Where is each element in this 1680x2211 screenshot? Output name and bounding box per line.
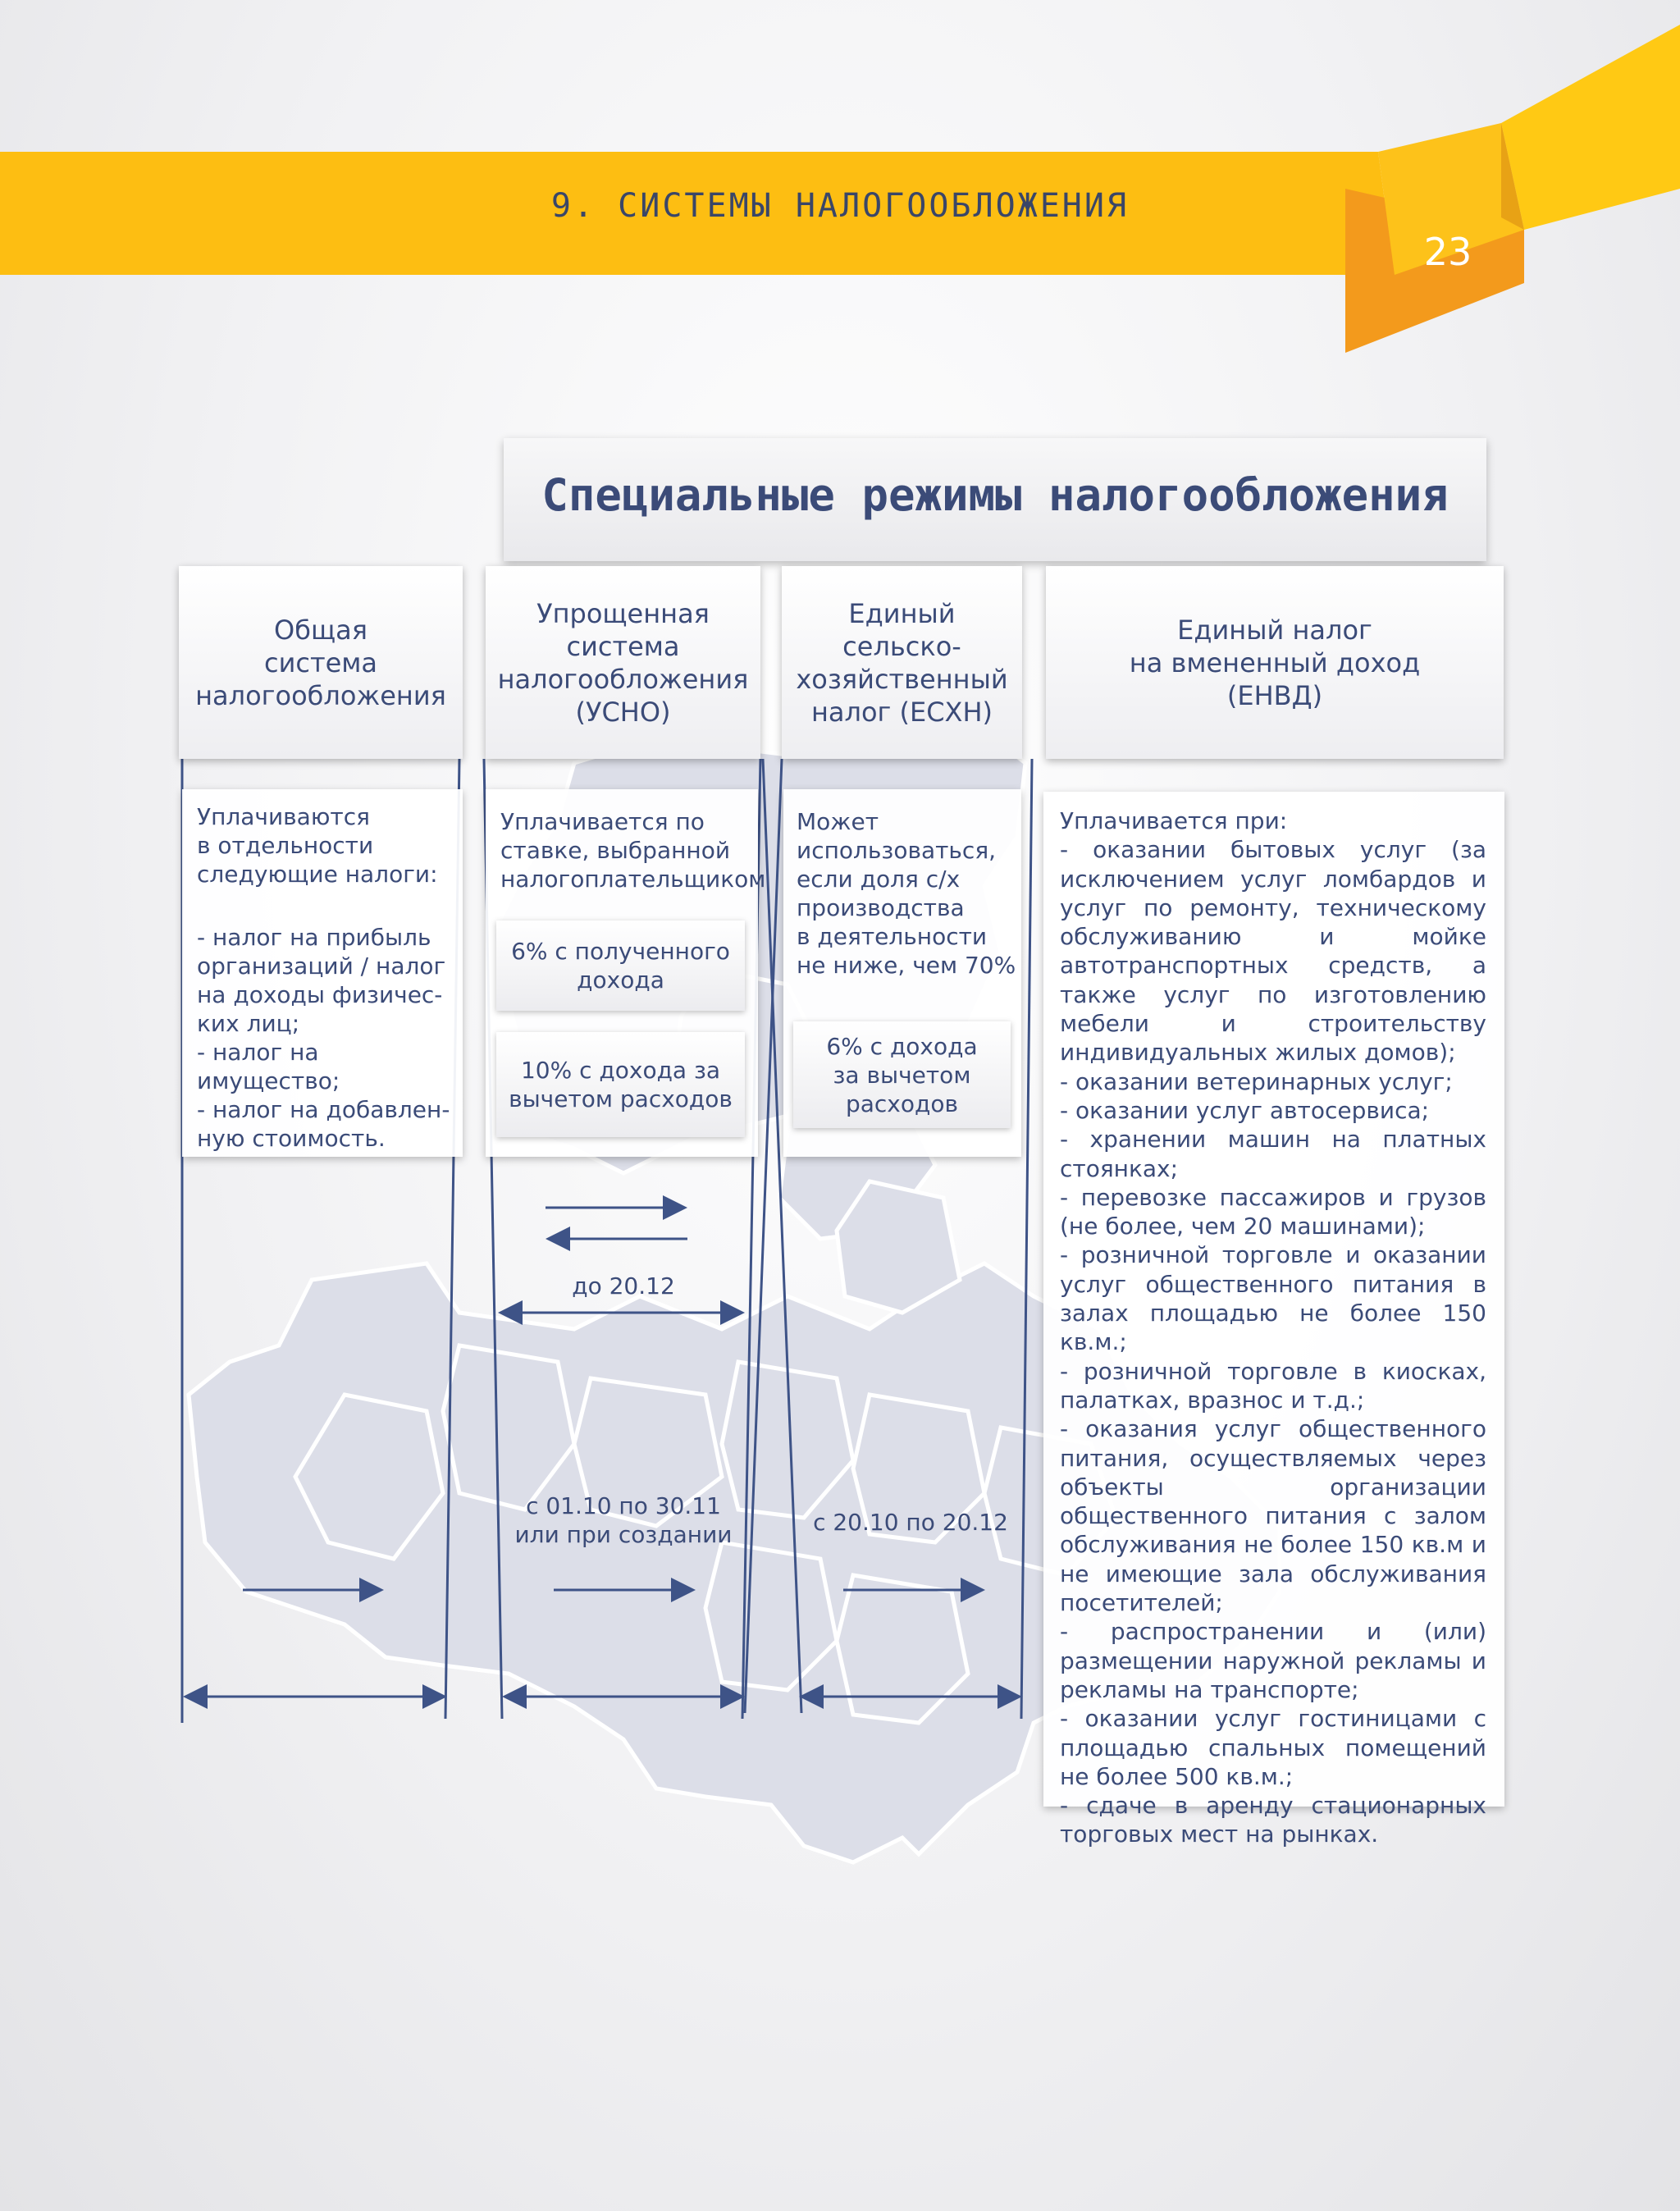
usno-rate-10: 10% с дохода за вычетом расходов: [496, 1032, 745, 1137]
eskhn-header: Единый сельско- хозяйственный налог (ЕСХН): [782, 566, 1022, 759]
osn-body: [182, 789, 463, 1157]
envd-item: - розничной торговле и оказании услуг общественного питания в залах площадью не более 150 кв.м.;: [1060, 1241, 1486, 1356]
envd-item: - оказании услуг гостиницами с площадью спальных помещений не более 500 кв.м.;: [1060, 1705, 1486, 1790]
osn-header: Общая система налогообложения: [179, 566, 463, 759]
section-title: 9. СИСТЕМЫ НАЛОГООБЛОЖЕНИЯ: [550, 187, 1130, 225]
envd-item: - распространении и (или) размещении наружной рекламы и рекламы на транспорте;: [1060, 1618, 1486, 1703]
envd-item: - оказания услуг общественного питания, осуществляемых через объекты организации общественного питания с залом обслуживания не более 150 кв.м и не имеющие зала обслуживания посетителей;: [1060, 1415, 1486, 1617]
envd-item: - оказании услуг автосервиса;: [1060, 1096, 1430, 1124]
osn-intro: Уплачиваются в отдельности следующие налоги:: [197, 803, 438, 888]
envd-header: Единый налог на вмененный доход (ЕНВД): [1046, 566, 1504, 759]
deadline-label: до 20.12: [572, 1272, 675, 1300]
envd-item: - хранении машин на платных стоянках;: [1060, 1126, 1486, 1182]
main-title: Специальные режимы налогообложения: [541, 469, 1449, 521]
envd-item: - перевозке пассажиров и грузов (не более, чем 20 машинами);: [1060, 1183, 1486, 1240]
eskhn-period-label: с 20.10 по 20.12: [813, 1509, 1008, 1536]
envd-list: [1060, 806, 1486, 1849]
page-number: 23: [1423, 230, 1472, 274]
osn-taxes: - налог на прибыль организаций / налог на доходы физичес- ких лиц; - налог на имущество; - налог на добавлен- ную стоимость.: [197, 924, 450, 1152]
usno-period-label: с 01.10 по 30.11 или при создании: [514, 1492, 733, 1548]
envd-body: [1043, 792, 1504, 1848]
envd-item: - оказании ветеринарных услуг;: [1060, 1067, 1453, 1095]
envd-item: - оказании бытовых услуг (за исключением услуг ломбардов и услуг по ремонту, техническому обслуживанию и мойке автотранспортных средств, а также услуг по изготовлению мебели и строительству индивидуальных жилых домов);: [1060, 836, 1486, 1067]
usno-header: Упрощенная система налогообложения (УСНО): [486, 566, 760, 759]
envd-intro: Уплачивается при:: [1060, 807, 1288, 834]
envd-item: - сдаче в аренду стационарных торговых мест на рынках.: [1060, 1792, 1486, 1848]
envd-item: - розничной торговле в киосках, палатках, вразнос и т.д.;: [1060, 1357, 1486, 1414]
usno-rate-6: 6% с полученного дохода: [496, 920, 745, 1011]
eskhn-intro: Может использоваться, если доля с/х производства в деятельности не ниже, чем 70%: [797, 808, 1016, 979]
main-title-box: [504, 438, 1486, 561]
usno-intro: Уплачивается по ставке, выбранной налогоплательщиком: [500, 808, 766, 893]
eskhn-rate: 6% с дохода за вычетом расходов: [793, 1021, 1011, 1128]
